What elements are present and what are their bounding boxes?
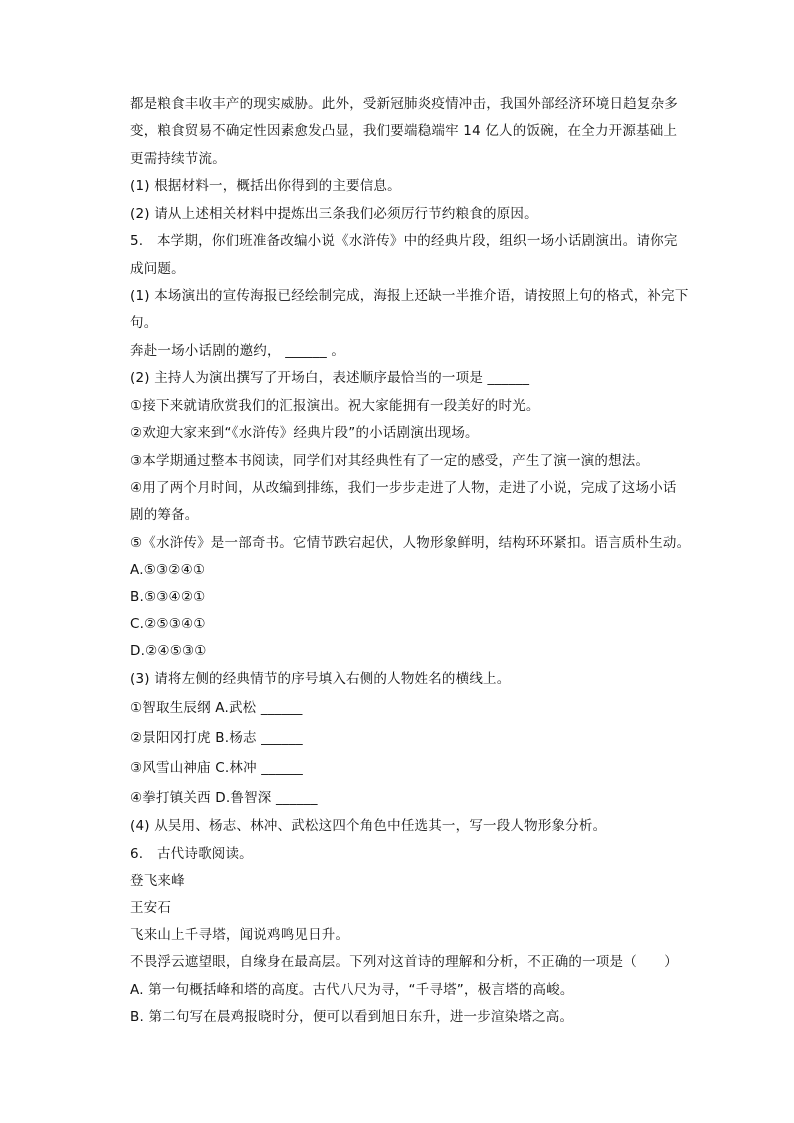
matching-line: ③风雪山神庙 C.林冲 ______: [130, 760, 304, 776]
choice-b: B. 第二句写在晨鸡报晓时分，便可以看到旭日东升，进一步渲染塔之高。: [130, 1009, 574, 1025]
poem-author: 王安石: [130, 900, 172, 916]
question-line: (4) 从吴用、杨志、林冲、武松这四个角色中任选其一，写一段人物形象分析。: [130, 818, 607, 834]
question-line: (2) 请从上述相关材料中提炼出三条我们必须厉行节约粮食的原因。: [130, 206, 538, 222]
choice-a: A. 第一句概括峰和塔的高度。古代八尺为寻，“千寻塔”，极言塔的高峻。: [130, 982, 574, 998]
paragraph-line: 变，粮食贸易不确定性因素愈发凸显，我们要端稳端牢 14 亿人的饭碗，在全力开源基础上: [130, 123, 678, 139]
poem-line: 飞来山上千寻塔，闻说鸡鸣见日升。: [130, 927, 350, 943]
option-line: ③本学期通过整本书阅读，同学们对其经典性有了一定的感受，产生了演一演的想法。: [130, 453, 650, 469]
choice-d: D.②④⑤③①: [130, 643, 207, 659]
option-line: ④用了两个月时间，从改编到排练，我们一步步走进了人物，走进了小说，完成了这场小话: [130, 480, 677, 496]
option-line: ②欢迎大家来到“《水浒传》经典片段”的小话剧演出现场。: [130, 425, 479, 441]
question-line: 句。: [130, 315, 158, 331]
question-line: (3) 请将左侧的经典情节的序号填入右侧的人物姓名的横线上。: [130, 671, 511, 687]
answer-blank-line: 奔赴一场小话剧的邀约， ______ 。: [130, 343, 346, 359]
choice-c: C.②⑤③④①: [130, 616, 206, 632]
matching-line: ④拳打镇关西 D.鲁智深 ______: [130, 790, 318, 806]
option-line: 剧的筹备。: [130, 507, 199, 523]
paragraph-line: 都是粮食丰收丰产的现实威胁。此外，受新冠肺炎疫情冲击，我国外部经济环境日趋复杂多: [130, 96, 678, 112]
poem-title: 登飞来峰: [130, 873, 185, 889]
option-line: ①接下来就请欣赏我们的汇报演出。祝大家能拥有一段美好的时光。: [130, 398, 540, 414]
question-line: (1) 本场演出的宣传海报已经绘制完成，海报上还缺一半推介语，请按照上句的格式，补完下: [130, 288, 689, 304]
matching-line: ①智取生辰纲 A.武松 ______: [130, 700, 303, 716]
paragraph-line: 更需持续节流。: [130, 151, 226, 167]
question-heading: 5. 本学期，你们班准备改编小说《水浒传》中的经典片段，组织一场小话剧演出。请你完: [130, 233, 678, 249]
poem-line: 不畏浮云遮望眼，自缘身在最高层。下列对这首诗的理解和分析，不正确的一项是（ ）: [130, 954, 678, 970]
question-heading: 6. 古代诗歌阅读。: [130, 846, 253, 862]
option-line: ⑤《水浒传》是一部奇书。它情节跌宕起伏，人物形象鲜明，结构环环紧扣。语言质朴生动。: [130, 535, 691, 551]
choice-a: A.⑤③②④①: [130, 562, 206, 578]
question-line: (1) 根据材料一，概括出你得到的主要信息。: [130, 178, 401, 194]
question-heading: 成问题。: [130, 261, 185, 277]
matching-line: ②景阳冈打虎 B.杨志 ______: [130, 730, 303, 746]
question-line: (2) 主持人为演出撰写了开场白，表述顺序最恰当的一项是 ______: [130, 370, 530, 386]
choice-b: B.⑤③④②①: [130, 589, 206, 605]
